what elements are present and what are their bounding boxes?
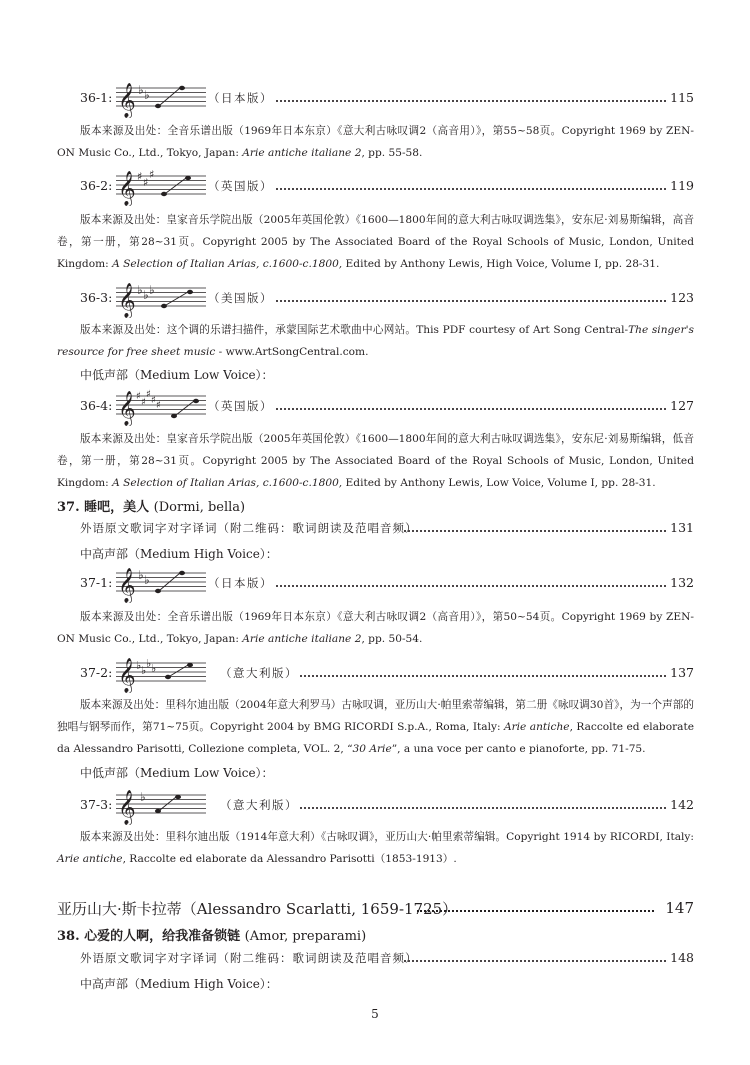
source-note-36-2: 版本来源及出处：皇家音乐学院出版（2005年英国伦敦）《1600—1800年间的意大利古咏叹调选集》，安东尼·刘易斯编辑，高音卷，第一册，第28~31页。Copyright 2005 by The Associated Board of the Royal Schools of Music, London, United Kingdom: A Selection of Italian Arias, c.1600-c.1800, Edited by Anthony Lewis, High Voice, Volume I, pp. 28-31. <box>57 214 694 270</box>
svg-text:♯: ♯ <box>151 395 156 406</box>
page-number: 132 <box>670 575 694 590</box>
dot-leader <box>276 100 666 102</box>
svg-text:♭: ♭ <box>138 83 144 97</box>
svg-text:𝄞: 𝄞 <box>118 391 136 426</box>
svg-text:𝄞: 𝄞 <box>118 283 136 318</box>
source-note-37-3: 版本来源及出处：里科尔迪出版（1914年意大利）《古咏叹调》，亚历山大·帕里索蒂编辑。Copyright 1914 by RICORDI, Italy: Arie antiche, Raccolte ed elaborate da Alessandro Parisotti（1853-1913）. <box>57 831 694 865</box>
page-number: 147 <box>665 899 694 917</box>
svg-text:𝄞: 𝄞 <box>118 790 136 825</box>
entry-label: 37-1: <box>80 575 113 590</box>
page-number: 119 <box>670 178 694 193</box>
dot-leader <box>404 960 666 962</box>
dot-leader <box>276 188 666 190</box>
svg-text:♭: ♭ <box>146 657 152 670</box>
svg-text:♭: ♭ <box>136 659 142 672</box>
toc-entry-36-3[interactable] <box>80 278 694 318</box>
svg-text:♭: ♭ <box>151 662 157 675</box>
toc-subentry-37-lyrics[interactable] <box>80 520 694 540</box>
page-number: 137 <box>670 665 694 680</box>
svg-text:𝄞: 𝄞 <box>118 658 136 693</box>
edition-label: （意大利版） <box>220 798 298 812</box>
song-title-37[interactable]: 37. 睡吧，美人 (Dormi, bella) <box>57 500 246 515</box>
entry-label: 36-2: <box>80 178 113 193</box>
toc-entry-36-2[interactable] <box>80 166 694 206</box>
svg-text:♯: ♯ <box>156 400 161 411</box>
edition-label: （美国版） <box>208 291 273 305</box>
voice-heading: 中高声部（Medium High Voice）： <box>80 977 278 991</box>
svg-text:♯: ♯ <box>149 168 155 181</box>
source-note-36-1: 版本来源及出处：全音乐谱出版（1969年日本东京）《意大利古咏叹调2（高音用）》，第55~58页。Copyright 1969 by ZEN-ON Music Co., Ltd., Tokyo, Japan: Arie antiche italiane 2, pp. 55-58. <box>57 125 694 159</box>
svg-text:♯: ♯ <box>136 391 141 402</box>
voice-heading: 中低声部（Medium Low Voice）： <box>80 368 274 382</box>
source-note-37-1: 版本来源及出处：全音乐谱出版（1969年日本东京）《意大利古咏叹调2（高音用）》，第50~54页。Copyright 1969 by ZEN-ON Music Co., Ltd., Tokyo, Japan: Arie antiche italiane 2, pp. 50-54. <box>57 611 694 645</box>
svg-text:♭: ♭ <box>143 288 149 302</box>
entry-label: 37-3: <box>80 797 113 812</box>
voice-heading: 中高声部（Medium High Voice）： <box>80 547 278 561</box>
source-note-36-4: 版本来源及出处：皇家音乐学院出版（2005年英国伦敦）《1600—1800年间的意大利古咏叹调选集》，安东尼·刘易斯编辑，低音卷，第一册，第28~31页。Copyright 2005 by The Associated Board of the Royal Schools of Music, London, United Kingdom: A Selection of Italian Arias, c.1600-c.1800, Edited by Anthony Lewis, Low Voice, Volume I, pp. 28-31. <box>57 433 694 489</box>
page-number: 123 <box>670 290 694 305</box>
composer-heading[interactable] <box>57 898 694 922</box>
svg-text:♯: ♯ <box>141 397 146 408</box>
toc-entry-37-1[interactable] <box>80 563 694 603</box>
svg-text:♭: ♭ <box>140 790 146 804</box>
svg-text:𝄞: 𝄞 <box>118 83 136 118</box>
entry-label: 36-1: <box>80 90 113 105</box>
page-number: 127 <box>670 398 694 413</box>
music-incipit-icon <box>116 653 206 693</box>
subentry-text: 外语原文歌词字对字译词（附二维码：歌词朗读及范唱音频） <box>80 521 418 535</box>
voice-heading: 中低声部（Medium Low Voice）： <box>80 766 274 780</box>
edition-label: （日本版） <box>208 91 273 105</box>
music-incipit-icon <box>116 278 206 318</box>
dot-leader <box>276 585 666 587</box>
page-number: 148 <box>670 950 694 965</box>
svg-text:♭: ♭ <box>144 88 150 102</box>
dot-leader <box>276 408 666 410</box>
dot-leader <box>276 300 666 302</box>
svg-text:♭: ♭ <box>144 573 150 587</box>
subentry-text: 外语原文歌词字对字译词（附二维码：歌词朗读及范唱音频） <box>80 951 418 965</box>
page-number: 142 <box>670 797 694 812</box>
page-number: 115 <box>670 90 694 105</box>
toc-entry-36-4[interactable] <box>80 386 694 426</box>
music-incipit-icon <box>116 78 206 118</box>
entry-label: 36-4: <box>80 398 113 413</box>
dot-leader <box>404 530 666 532</box>
toc-entry-37-3[interactable] <box>80 785 694 825</box>
source-note-36-3: 版本来源及出处：这个调的乐谱扫描件，承蒙国际艺术歌曲中心网站。This PDF courtesy of Art Song Central-The singer's resource for free sheet music - www.ArtSongCentral.com. <box>57 324 694 358</box>
svg-text:♭: ♭ <box>149 283 155 297</box>
edition-label: （意大利版） <box>220 666 298 680</box>
svg-text:♭: ♭ <box>137 283 143 297</box>
entry-label: 36-3: <box>80 290 113 305</box>
svg-text:♭: ♭ <box>141 664 147 677</box>
music-incipit-icon <box>116 785 206 825</box>
svg-text:♭: ♭ <box>138 568 144 582</box>
composer-name: 亚历山大·斯卡拉蒂（Alessandro Scarlatti, 1659-1725） <box>57 900 458 918</box>
svg-text:𝄞: 𝄞 <box>118 171 136 206</box>
svg-text:♯: ♯ <box>146 389 151 400</box>
svg-text:♯: ♯ <box>137 170 143 183</box>
music-incipit-icon <box>116 563 206 603</box>
edition-label: （英国版） <box>208 179 273 193</box>
music-incipit-icon <box>116 386 206 426</box>
page-folio: 5 <box>371 1007 379 1021</box>
entry-label: 37-2: <box>80 665 113 680</box>
toc-subentry-38-lyrics[interactable] <box>80 950 694 970</box>
toc-entry-37-2[interactable] <box>80 653 694 693</box>
dot-leader <box>300 675 666 677</box>
edition-label: （英国版） <box>208 399 273 413</box>
music-incipit-icon <box>116 166 206 206</box>
toc-entry-36-1[interactable] <box>80 78 694 118</box>
svg-text:𝄞: 𝄞 <box>118 568 136 603</box>
dot-leader <box>417 910 654 912</box>
svg-text:♯: ♯ <box>143 176 149 189</box>
page-number: 131 <box>670 520 694 535</box>
source-note-37-2: 版本来源及出处：里科尔迪出版（2004年意大利罗马）古咏叹调，亚历山大·帕里索蒂编辑，第二册《咏叹调30首》，为一个声部的独唱与钢琴而作，第71~75页。Copyright 2004 by BMG RICORDI S.p.A., Roma, Italy: Arie antiche, Raccolte ed elaborate da Alessandro Parisotti, Collezione completa, VOL. 2, “30 Arie”, a una voce per canto e pianoforte, pp. 71-75. <box>57 699 694 755</box>
song-title-38[interactable]: 38. 心爱的人啊，给我准备锁链 (Amor, preparami) <box>57 929 367 944</box>
dot-leader <box>300 807 666 809</box>
edition-label: （日本版） <box>208 576 273 590</box>
